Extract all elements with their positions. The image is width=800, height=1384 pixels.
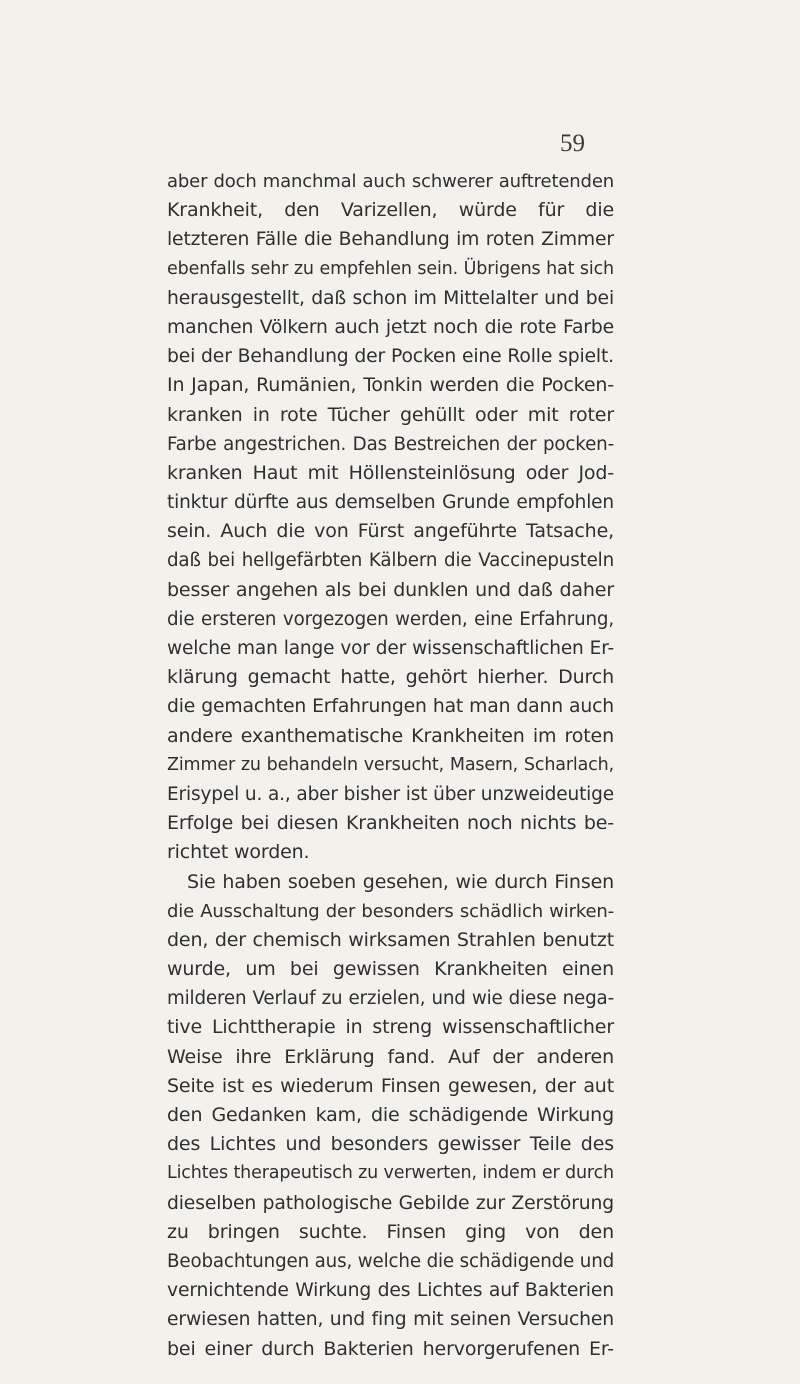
page-number: 59 [560, 130, 585, 157]
text-line: klärung gemacht hatte, gehört hierher. Durch [167, 666, 614, 689]
text-line: aber doch manchmal auch schwerer auftretenden [167, 171, 614, 192]
text-line: ebenfalls sehr zu empfehlen sein. Übrigens hat sich [167, 258, 614, 279]
text-line: milderen Verlauf zu erzielen, und wie diese nega- [167, 988, 614, 1010]
text-line: Seite ist es wiederum Finsen gewesen, der aut [167, 1074, 614, 1097]
text-line: des Lichtes und besonders gewisser Teile des [167, 1133, 614, 1156]
text-line: Beobachtungen aus, welche die schädigende und [167, 1250, 615, 1272]
text-line: besser angehen als bei dunklen und daß daher [167, 578, 614, 601]
text-line: richtet worden. [167, 841, 310, 864]
text-line: tive Lichttherapie in streng wissenschaftlicher [167, 1016, 614, 1039]
text-line: Lichtes therapeutisch zu verwerten, indem er durch [167, 1163, 614, 1184]
text-line: Erisypel u. a., aber bisher ist über unzweideutige [167, 783, 614, 805]
text-line: den Gedanken kam, die schädigende Wirkung [167, 1104, 614, 1126]
text-line: die gemachten Erfahrungen hat man dann auch [167, 696, 614, 718]
text-line: tinktur dürfte aus demselben Grunde empfohlen [167, 492, 614, 514]
text-line: sein. Auch die von Fürst angeführte Tatsache, [167, 520, 614, 543]
text-line: Farbe angestrichen. Das Bestreichen der pocken- [167, 433, 614, 455]
text-line: die Ausschaltung der besonders schädlich wirken- [167, 900, 614, 922]
text-line: Zimmer zu behandeln versucht, Masern, Scharlach, [167, 754, 614, 775]
text-line: andere exanthematische Krankheiten im roten [167, 724, 614, 747]
text-line: wurde, um bei gewissen Krankheiten einen [167, 958, 614, 981]
text-line: kranken Haut mit Höllensteinlösung oder Jod- [167, 461, 614, 484]
text-line: zu bringen suchte. Finsen ging von den [167, 1220, 614, 1243]
text-line: dieselben pathologische Gebilde zur Zerstörung [167, 1192, 614, 1214]
text-line: letzteren Fälle die Behandlung im roten Zimmer [167, 229, 614, 251]
text-line: In Japan, Rumänien, Tonkin werden die Pocken- [167, 374, 614, 397]
text-line: daß bei hellgefärbten Kälbern die Vaccinepusteln [167, 550, 614, 572]
text-line: Krankheit, den Varizellen, würde für die [167, 199, 614, 222]
text-line: Erfolge bei diesen Krankheiten noch nichts be- [167, 812, 614, 835]
text-line: vernichtende Wirkung des Lichtes auf Bakterien [167, 1280, 614, 1302]
text-line: herausgestellt, daß schon im Mittelalter und bei [167, 287, 614, 309]
text-line: bei einer durch Bakterien hervorgerufenen Er- [167, 1337, 614, 1360]
text-line: den, der chemisch wirksamen Strahlen benutzt [167, 928, 614, 951]
text-line: die ersteren vorgezogen werden, eine Erfahrung, [167, 608, 614, 630]
body-text [167, 167, 614, 1364]
text-line: erwiesen hatten, und fing mit seinen Versuchen [167, 1309, 614, 1331]
text-line: bei der Behandlung der Pocken eine Rolle spielt. [167, 346, 614, 368]
text-line: welche man lange vor der wissenschaftlichen Er- [167, 638, 614, 659]
text-line: manchen Völkern auch jetzt noch die rote Farbe [167, 316, 614, 338]
text-line: Weise ihre Erklärung fand. Auf der anderen [167, 1045, 614, 1068]
text-line: Sie haben soeben gesehen, wie durch Finsen [187, 870, 614, 893]
text-line: kranken in rote Tücher gehüllt oder mit roter [167, 403, 614, 426]
